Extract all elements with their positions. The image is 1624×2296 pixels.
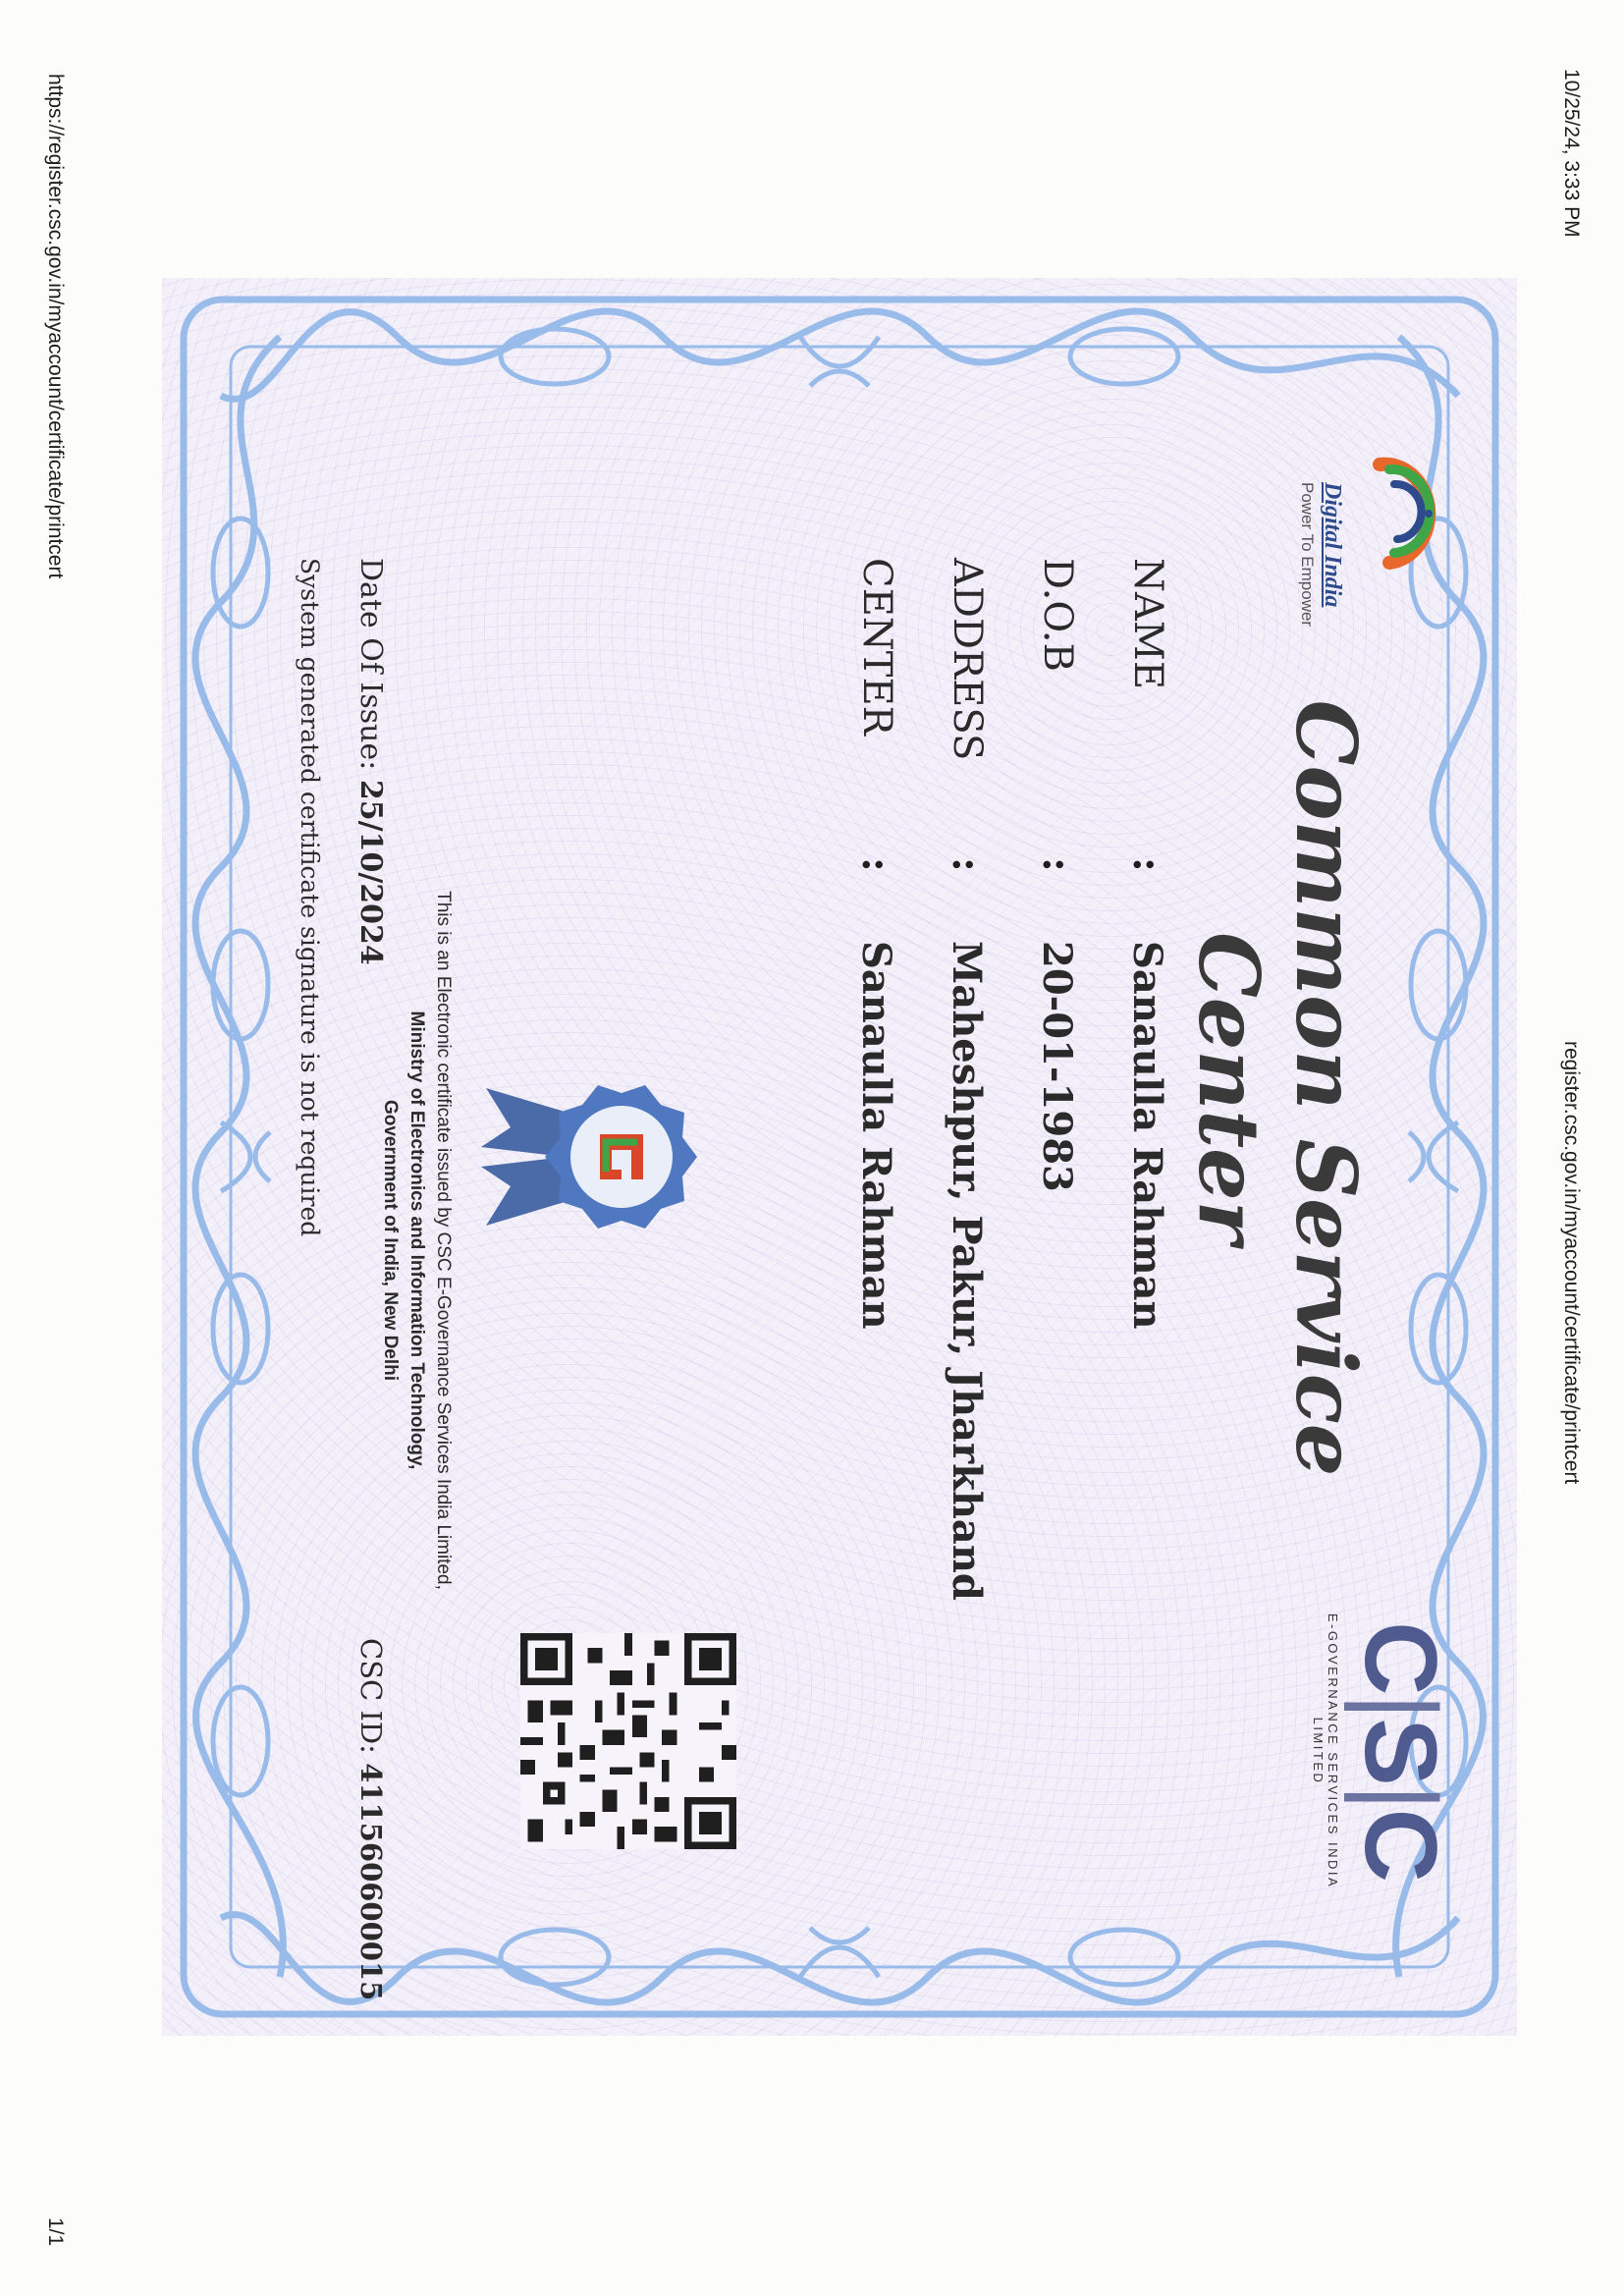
csc-logo-letters: C|S|C	[1343, 1621, 1457, 1881]
certificate	[162, 278, 1517, 2036]
qr-code	[520, 1633, 736, 1849]
date-of-issue-label: Date Of Issue:	[353, 558, 388, 771]
print-header-url: register.csc.gov.in/myaccount/certificate/printcert	[1560, 1041, 1583, 1485]
digital-india-name: Digital India	[1320, 482, 1345, 608]
field-label: NAME	[1125, 558, 1170, 690]
field-value: Maheshpur, Pakur, Jharkhand	[944, 941, 991, 1601]
note-line: This is an Electronic certificate issued by CSC E-Governance Services India Limited,	[433, 891, 454, 1590]
csc-letter-3: C	[1343, 1808, 1457, 1881]
date-of-issue	[353, 558, 388, 965]
note-line: Government of India, New Delhi	[380, 1099, 401, 1382]
digital-india-emblem-icon	[1340, 445, 1448, 582]
electronic-certificate-note	[377, 867, 457, 1613]
field-center	[832, 558, 922, 1601]
field-colon: :	[1034, 857, 1081, 872]
field-value: Sanaulla Rahman	[1124, 941, 1171, 1330]
csc-id-value: 411560600015	[354, 1763, 388, 2001]
csc-letter-2: S	[1343, 1718, 1457, 1784]
note-line: Ministry of Electronics and Information Technology,	[406, 1011, 427, 1470]
field-dob	[1012, 558, 1103, 1601]
field-address	[922, 558, 1012, 1601]
page-number: 1/1	[44, 2217, 67, 2247]
certificate-fields	[832, 558, 1193, 1601]
field-value: Sanaulla Rahman	[853, 941, 900, 1330]
field-label: D.O.B	[1035, 558, 1080, 672]
field-colon: :	[853, 857, 900, 872]
csc-id	[354, 1638, 388, 2000]
certificate-title: Common Service Center	[1180, 699, 1375, 1477]
print-footer-url: https://register.csc.gov.in/myaccount/certificate/printcert	[44, 74, 67, 579]
field-value: 20-01-1983	[1034, 941, 1081, 1192]
digital-india-tagline: Power To Empower	[1298, 482, 1317, 628]
csc-logo-subtitle: E-GOVERNANCE SERVICES INDIA LIMITED	[1311, 1613, 1340, 1889]
signature-note: System generated certificate signature is not required	[296, 558, 324, 1237]
seal-badge-icon	[476, 1073, 702, 1240]
date-of-issue-value: 25/10/2024	[353, 779, 388, 965]
csc-id-label: CSC ID:	[354, 1638, 388, 1754]
field-label: ADDRESS	[945, 558, 990, 761]
field-colon: :	[1124, 857, 1171, 872]
csc-letter-1: C	[1343, 1621, 1457, 1694]
csc-logo	[1252, 1604, 1458, 1898]
print-datetime: 10/25/24, 3:33 PM	[1560, 69, 1583, 238]
field-colon: :	[944, 857, 991, 872]
field-label: CENTER	[854, 558, 899, 736]
field-name	[1103, 558, 1193, 1601]
